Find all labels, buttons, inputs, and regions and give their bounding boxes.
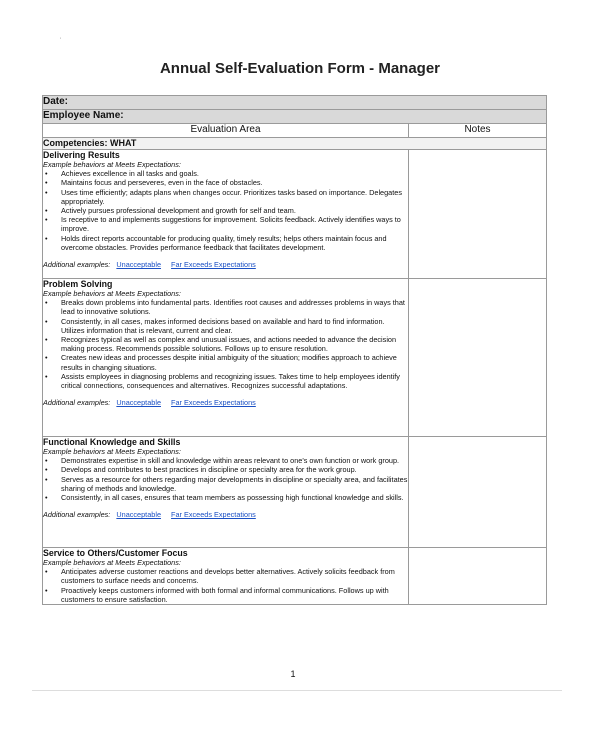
employee-name-field[interactable]: Employee Name:: [43, 110, 547, 124]
unacceptable-link[interactable]: Unacceptable: [116, 398, 161, 408]
additional-examples: [43, 510, 408, 519]
section-subtitle: Example behaviors at Meets Expectations:: [43, 447, 181, 456]
unacceptable-link[interactable]: Unacceptable: [116, 510, 161, 520]
behavior-item: • Demonstrates expertise in skill and knowledge within areas relevant to one's own function or work group.: [43, 456, 408, 465]
section-functional-knowledge: [43, 437, 409, 548]
behavior-item: • Serves as a resource for others regarding major developments in discipline or specialty area, and facilitates sharing of methods and knowledge.: [43, 475, 408, 493]
employee-row: [43, 110, 547, 124]
section-problem-solving: [43, 279, 409, 437]
section-title: Delivering Results: [43, 150, 120, 160]
section-subtitle: Example behaviors at Meets Expectations:: [43, 160, 181, 169]
behavior-list: [43, 298, 408, 390]
behavior-item: • Maintains focus and perseveres, even in the face of obstacles.: [43, 178, 408, 187]
section-title: Functional Knowledge and Skills: [43, 437, 181, 447]
additional-examples-label: Additional examples:: [43, 510, 111, 520]
far-exceeds-link[interactable]: Far Exceeds Expectations: [171, 510, 256, 520]
behavior-list: [43, 567, 408, 604]
notes-cell[interactable]: [409, 150, 547, 279]
behavior-item: • Uses time efficiently; adapts plans when changes occur. Prioritizes tasks based on importance. Delegates appropriately.: [43, 188, 408, 206]
section-subtitle: Example behaviors at Meets Expectations:: [43, 558, 181, 567]
section-delivering-results: [43, 150, 409, 279]
behavior-item: • Achieves excellence in all tasks and goals.: [43, 169, 408, 178]
far-exceeds-link[interactable]: Far Exceeds Expectations: [171, 260, 256, 270]
behavior-item: • Consistently, in all cases, ensures that team members as possessing high functional knowledge and skills.: [43, 493, 408, 502]
behavior-item: • Holds direct reports accountable for producing quality, timely results; helps others maintain focus and overcome obstacles. Provides performance feedback that facilitates development.: [43, 234, 408, 252]
behavior-item: • Consistently, in all cases, makes informed decisions based on available and hard to find information. Utilizes information that is relevant, current and clear.: [43, 317, 408, 335]
section-subtitle: Example behaviors at Meets Expectations:: [43, 289, 181, 298]
competencies-row: [43, 138, 547, 150]
behavior-item: • Creates new ideas and processes despite initial ambiguity of the situation; modifies approach to achieve results in changing situations.: [43, 353, 408, 371]
column-header-row: [43, 124, 547, 138]
behavior-item: • Is receptive to and implements suggestions for improvement. Solicits feedback. Actively identifies ways to improve.: [43, 215, 408, 233]
stray-mark: ': [60, 38, 62, 44]
behavior-item: • Assists employees in diagnosing problems and recognizing issues. Takes time to help employees identify critical connections, consequences and alternatives. Recognizes successful adaptations.: [43, 372, 408, 390]
behavior-item: • Develops and contributes to best practices in discipline or specialty area for the work group.: [43, 465, 408, 474]
notes-cell[interactable]: [409, 279, 547, 437]
section-row: [43, 548, 547, 605]
section-customer-focus: [43, 548, 409, 605]
competencies-label: Competencies: WHAT: [43, 138, 547, 150]
behavior-item: • Proactively keeps customers informed with both formal and informal communications. Follows up with customers to ensure satisfaction.: [43, 586, 408, 604]
unacceptable-link[interactable]: Unacceptable: [116, 260, 161, 270]
additional-examples: [43, 398, 408, 407]
behavior-item: • Recognizes typical as well as complex and unusual issues, and actions needed to advance the decision making process. Recommends possible solutions. Follows up to ensure resolution.: [43, 335, 408, 353]
page-title: Annual Self-Evaluation Form - Manager: [159, 60, 441, 77]
additional-examples-label: Additional examples:: [43, 398, 111, 408]
evaluation-area-header: Evaluation Area: [43, 124, 409, 138]
additional-examples: [43, 260, 408, 269]
date-row: [43, 96, 547, 110]
section-row: [43, 279, 547, 437]
page-number: 1: [290, 669, 296, 679]
notes-cell[interactable]: [409, 548, 547, 605]
behavior-list: [43, 169, 408, 252]
behavior-list: [43, 456, 408, 502]
notes-cell[interactable]: [409, 437, 547, 548]
section-row: [43, 150, 547, 279]
behavior-item: • Breaks down problems into fundamental parts. Identifies root causes and addresses problems in ways that lead to innovative solutions.: [43, 298, 408, 316]
additional-examples-label: Additional examples:: [43, 260, 111, 270]
evaluation-form-table: [42, 95, 547, 605]
notes-header: Notes: [409, 124, 547, 138]
behavior-item: • Actively pursues professional development and growth for self and team.: [43, 206, 408, 215]
footer-divider: [32, 690, 562, 691]
date-field[interactable]: Date:: [43, 96, 547, 110]
behavior-item: • Anticipates adverse customer reactions and develops better alternatives. Actively solicits feedback from customers to surface needs and concerns.: [43, 567, 408, 585]
section-title: Problem Solving: [43, 279, 113, 289]
section-title: Service to Others/Customer Focus: [43, 548, 188, 558]
far-exceeds-link[interactable]: Far Exceeds Expectations: [171, 398, 256, 408]
section-row: [43, 437, 547, 548]
